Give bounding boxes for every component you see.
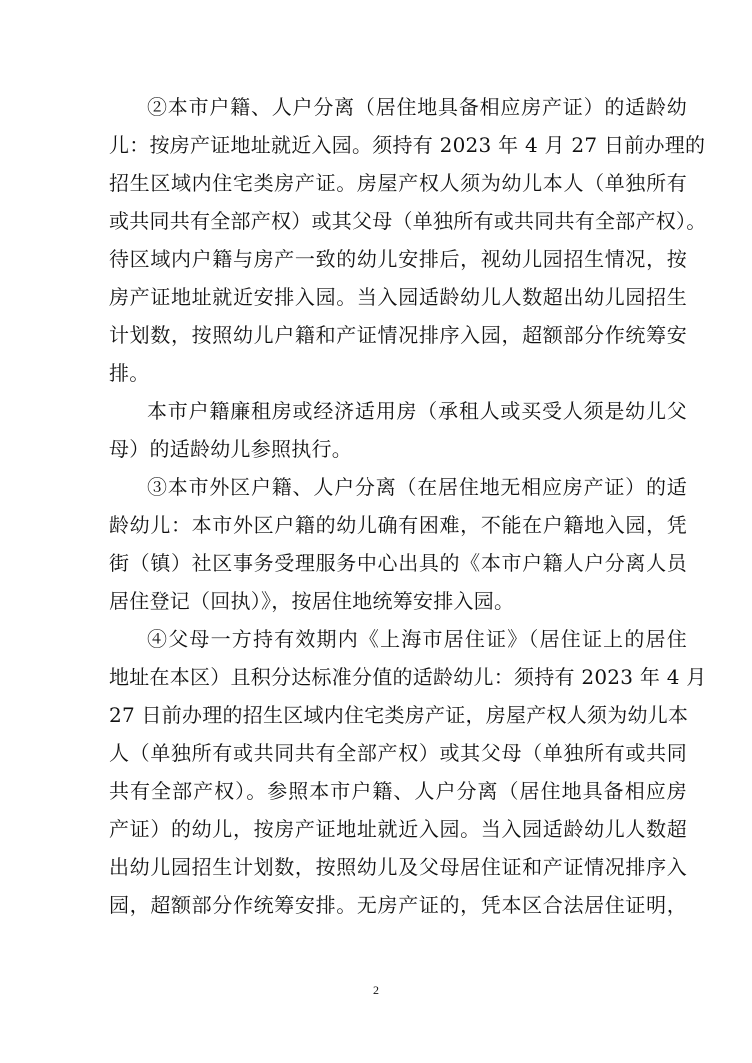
text-line: 出幼儿园招生计划数，按照幼儿及父母居住证和产证情况排序入 bbox=[109, 855, 687, 879]
text-line: 儿：按房产证地址就近入园。须持有 2023 年 4 月 27 日前办理的 bbox=[109, 133, 706, 157]
text-line: 房产证地址就近安排入园。当入园适龄幼儿人数超出幼儿园招生 bbox=[109, 285, 687, 309]
document-body bbox=[109, 88, 707, 924]
text-line: 计划数，按照幼儿户籍和产证情况排序入园，超额部分作统筹安 bbox=[109, 323, 687, 347]
text-line: 人（单独所有或共同共有全部产权）或其父母（单独所有或共同 bbox=[109, 741, 687, 765]
text-line: 龄幼儿：本市外区户籍的幼儿确有困难，不能在户籍地入园，凭 bbox=[109, 513, 687, 537]
page-number: 2 bbox=[373, 983, 379, 997]
paragraph-item-4 bbox=[109, 620, 707, 924]
text-line: ③本市外区户籍、人户分离（在居住地无相应房产证）的适 bbox=[147, 475, 687, 499]
text-line: 母）的适龄幼儿参照执行。 bbox=[109, 437, 352, 461]
text-line: 园，超额部分作统筹安排。无房产证的，凭本区合法居住证明， bbox=[109, 893, 687, 917]
text-line: 27 日前办理的招生区域内住宅类房产证，房屋产权人须为幼儿本 bbox=[109, 703, 689, 727]
text-line: 本市户籍廉租房或经济适用房（承租人或买受人须是幼儿父 bbox=[147, 399, 687, 423]
text-line: 共有全部产权）。参照本市户籍、人户分离（居住地具备相应房 bbox=[109, 779, 687, 803]
text-line: 街（镇）社区事务受理服务中心出具的《本市户籍人户分离人员 bbox=[109, 551, 687, 575]
text-line: 排。 bbox=[109, 361, 150, 385]
text-line: ②本市户籍、人户分离（居住地具备相应房产证）的适龄幼 bbox=[147, 95, 687, 119]
paragraph-item-2 bbox=[109, 88, 707, 392]
text-line: 地址在本区）且积分达标准分值的适龄幼儿：须持有 2023 年 4 月 bbox=[109, 665, 707, 689]
text-line: 居住登记（回执）》，按居住地统筹安排入园。 bbox=[109, 589, 515, 613]
text-line: ④父母一方持有效期内《上海市居住证》（居住证上的居住 bbox=[147, 627, 687, 651]
text-line: 待区域内户籍与房产一致的幼儿安排后，视幼儿园招生情况，按 bbox=[109, 247, 687, 271]
paragraph-low-rent-housing bbox=[109, 392, 687, 468]
paragraph-item-3 bbox=[109, 468, 687, 620]
text-line: 产证）的幼儿，按房产证地址就近入园。当入园适龄幼儿人数超 bbox=[109, 817, 687, 841]
text-line: 招生区域内住宅类房产证。房屋产权人须为幼儿本人（单独所有 bbox=[109, 171, 687, 195]
text-line: 或共同共有全部产权）或其父母（单独所有或共同共有全部产权）。 bbox=[109, 209, 707, 233]
